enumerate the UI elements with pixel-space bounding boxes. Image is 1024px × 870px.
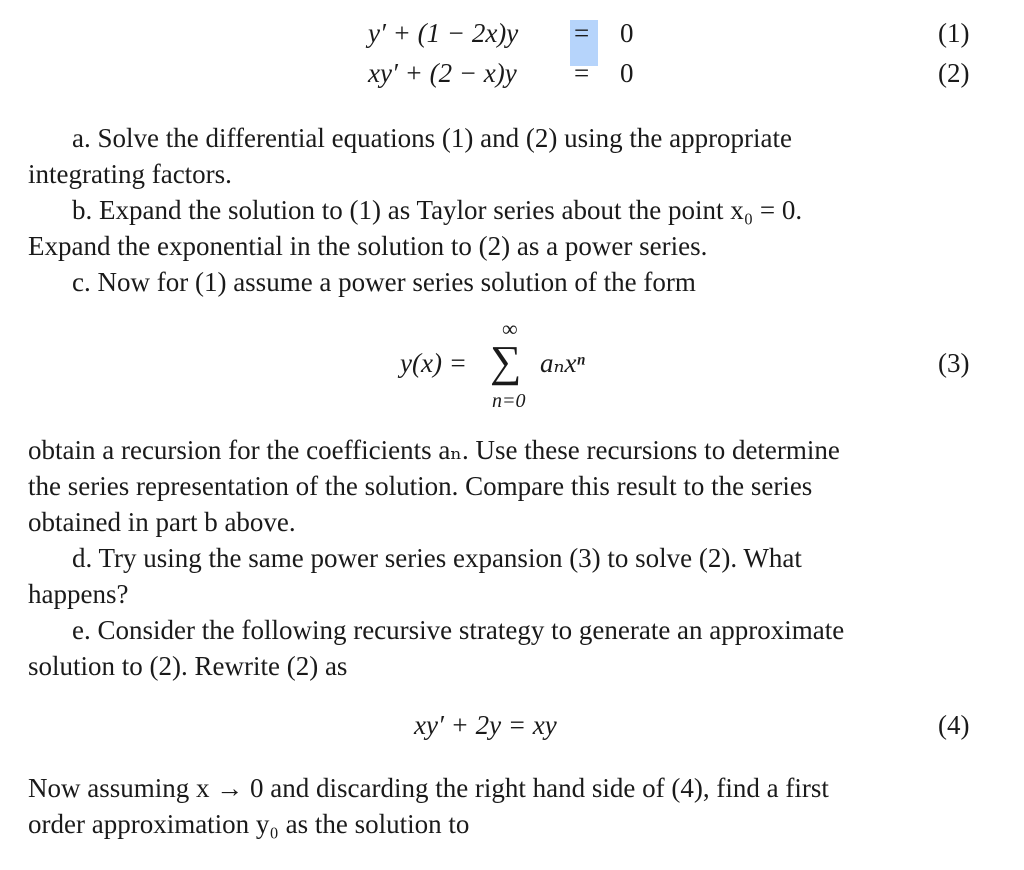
eq1-lhs: y′ + (1 − 2x)y: [368, 18, 519, 48]
eq3-sum-lower: n=0: [492, 390, 526, 412]
part-c-line1: c. Now for (1) assume a power series solution of the form: [72, 267, 696, 297]
eq3-sum-upper: ∞: [502, 316, 518, 341]
final-line2: order approximation y₀ as the solution to: [28, 809, 470, 839]
part-e-line1: e. Consider the following recursive strategy to generate an approximate: [72, 615, 845, 645]
paragraph-final: [28, 770, 974, 842]
eq2-relation: =: [574, 58, 590, 88]
part-c-line4: obtained in part b above.: [28, 507, 296, 537]
part-c-line3: the series representation of the solution. Compare this result to the series: [28, 471, 813, 501]
eq3-lhs: y(x) =: [400, 348, 467, 378]
eq3-sum-symbol: ∑: [490, 337, 522, 386]
eq1-number: (1): [938, 18, 970, 48]
part-e-line2: solution to (2). Rewrite (2) as: [28, 651, 348, 681]
part-b-line2: Expand the exponential in the solution to (2) as a power series.: [28, 231, 708, 261]
paragraph-parts-c-d-e: [28, 432, 974, 684]
eq1-relation: =: [574, 18, 590, 48]
eq4-number: (4): [938, 710, 970, 740]
eq2-number: (2): [938, 58, 970, 88]
part-c-line2: obtain a recursion for the coefficients aₙ. Use these recursions to determine: [28, 435, 840, 465]
part-d-line1: d. Try using the same power series expansion (3) to solve (2). What: [72, 543, 802, 573]
eq3-summand: aₙxⁿ: [540, 348, 585, 378]
part-d-line2: happens?: [28, 579, 129, 609]
final-line1: Now assuming x → 0 and discarding the right hand side of (4), find a first: [28, 773, 829, 803]
paragraph-parts-a-b-c: [28, 120, 974, 300]
part-b-line1: b. Expand the solution to (1) as Taylor series about the point x₀ = 0.: [72, 195, 803, 225]
eq3-number: (3): [938, 348, 970, 378]
eq2-lhs: xy′ + (2 − x)y: [368, 58, 517, 88]
eq2-rhs: 0: [620, 58, 634, 88]
eq4-expression: xy′ + 2y = xy: [414, 710, 557, 740]
part-a-line1: a. Solve the differential equations (1) and (2) using the appropriate: [72, 123, 793, 153]
part-a-line2: integrating factors.: [28, 159, 232, 189]
eq1-rhs: 0: [620, 18, 634, 48]
